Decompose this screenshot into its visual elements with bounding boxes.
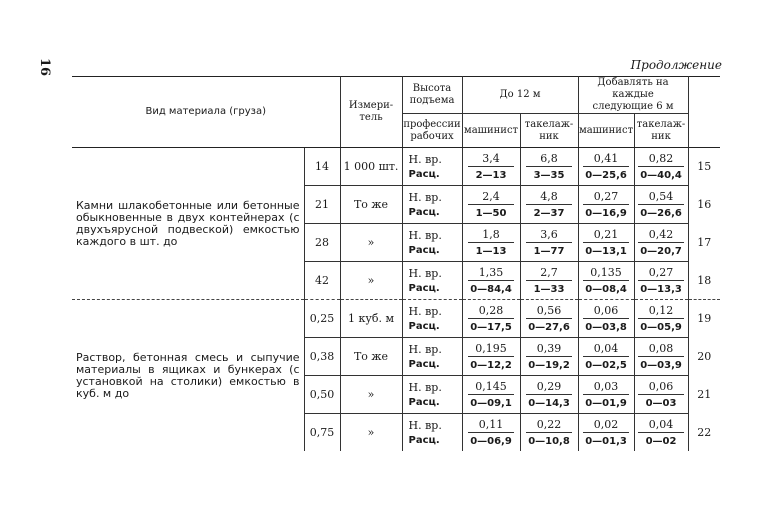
value-cell-r6 (634, 148, 688, 186)
norm-value: 0,08 (638, 341, 684, 357)
norm-value: 0,42 (638, 227, 684, 243)
norm-value: 0,39 (526, 341, 572, 357)
value-cell-m12 (462, 148, 520, 186)
value-cell-m6 (578, 224, 634, 262)
norm-label: Н. вр. (408, 380, 442, 394)
rate-value: 2—13 (475, 169, 507, 181)
rate-value: 0—27,6 (528, 321, 570, 333)
unit-cell: 1 куб. м (340, 300, 402, 338)
row-label-cell (402, 338, 462, 376)
rate-value: 0—03,8 (585, 321, 627, 333)
capacity-cell: 0,75 (304, 414, 340, 452)
value-cell-m12 (462, 262, 520, 300)
rate-value: 1—33 (533, 283, 565, 295)
rate-label: Расц. (408, 434, 440, 446)
value-cell-r12 (520, 148, 578, 186)
rate-label: Расц. (408, 358, 440, 370)
norm-label: Н. вр. (408, 190, 442, 204)
rate-value: 0—01,3 (585, 435, 627, 447)
unit-cell: То же (340, 186, 402, 224)
value-cell-r6 (634, 224, 688, 262)
norm-value: 0,22 (526, 417, 572, 433)
rate-value: 0—01,9 (585, 397, 627, 409)
rate-value: 2—37 (533, 207, 565, 219)
value-cell-m6 (578, 186, 634, 224)
rate-value: 0—05,9 (640, 321, 682, 333)
header-material: Вид материала (груза) (72, 77, 340, 148)
norm-value: 0,04 (583, 341, 629, 357)
norm-value: 0,54 (638, 189, 684, 205)
table-row (72, 148, 720, 186)
rate-value: 0—25,6 (585, 169, 627, 181)
row-label-cell (402, 414, 462, 452)
rate-value: 0—16,9 (585, 207, 627, 219)
row-label-cell (402, 300, 462, 338)
value-cell-r6 (634, 262, 688, 300)
rate-value: 0—84,4 (470, 283, 512, 295)
value-cell-m6 (578, 376, 634, 414)
norm-value: 0,56 (526, 303, 572, 319)
rate-value: 0—13,3 (640, 283, 682, 295)
norm-value: 0,195 (468, 341, 514, 357)
capacity-cell: 28 (304, 224, 340, 262)
norm-value: 0,27 (638, 265, 684, 281)
rate-value: 0—06,9 (470, 435, 512, 447)
unit-cell: » (340, 414, 402, 452)
rate-value: 0—09,1 (470, 397, 512, 409)
row-number: 19 (688, 300, 720, 338)
rate-value: 0—40,4 (640, 169, 682, 181)
value-cell-r12 (520, 414, 578, 452)
norm-value: 0,28 (468, 303, 514, 319)
norm-value: 1,35 (468, 265, 514, 281)
rate-value: 0—03,9 (640, 359, 682, 371)
rate-value: 0—19,2 (528, 359, 570, 371)
header-rigger-6: такелаж- ник (634, 114, 688, 148)
norm-value: 0,27 (583, 189, 629, 205)
row-number: 17 (688, 224, 720, 262)
norm-value: 1,8 (468, 227, 514, 243)
continued-label: Продолжение (630, 58, 722, 72)
value-cell-r12 (520, 300, 578, 338)
row-number: 18 (688, 262, 720, 300)
norm-value: 3,4 (468, 151, 514, 167)
rate-value: 0—10,8 (528, 435, 570, 447)
norm-value: 0,02 (583, 417, 629, 433)
norm-value: 2,7 (526, 265, 572, 281)
norm-label: Н. вр. (408, 418, 442, 432)
value-cell-m12 (462, 338, 520, 376)
header-machinist-6: машинист (578, 114, 634, 148)
value-cell-m12 (462, 224, 520, 262)
value-cell-m12 (462, 186, 520, 224)
header-height: Высота подъема (402, 77, 462, 114)
row-number: 21 (688, 376, 720, 414)
norms-table (72, 76, 720, 451)
value-cell-r12 (520, 262, 578, 300)
rate-label: Расц. (408, 396, 440, 408)
row-label-cell (402, 224, 462, 262)
norm-value: 0,06 (638, 379, 684, 395)
norm-label: Н. вр. (408, 342, 442, 356)
unit-cell: » (340, 224, 402, 262)
page-number: 16 (37, 58, 52, 77)
rate-value: 0—26,6 (640, 207, 682, 219)
value-cell-r12 (520, 376, 578, 414)
norm-value: 3,6 (526, 227, 572, 243)
header-professions: профессии рабочих (402, 114, 462, 148)
value-cell-m6 (578, 338, 634, 376)
norm-label: Н. вр. (408, 266, 442, 280)
value-cell-m12 (462, 414, 520, 452)
norm-label: Н. вр. (408, 304, 442, 318)
rate-value: 0—13,1 (585, 245, 627, 257)
value-cell-m12 (462, 376, 520, 414)
value-cell-r12 (520, 186, 578, 224)
row-label-cell (402, 376, 462, 414)
norm-value: 0,41 (583, 151, 629, 167)
rate-value: 1—50 (475, 207, 507, 219)
rate-value: 0—02,5 (585, 359, 627, 371)
norm-label: Н. вр. (408, 152, 442, 166)
header-machinist-12: машинист (462, 114, 520, 148)
value-cell-m6 (578, 148, 634, 186)
rate-value: 0—14,3 (528, 397, 570, 409)
value-cell-r12 (520, 224, 578, 262)
rate-label: Расц. (408, 168, 440, 180)
value-cell-m6 (578, 300, 634, 338)
row-label-cell (402, 186, 462, 224)
norm-value: 0,82 (638, 151, 684, 167)
value-cell-r6 (634, 338, 688, 376)
value-cell-r12 (520, 338, 578, 376)
norm-value: 0,06 (583, 303, 629, 319)
header-add-each-6: Добавлять на каждые следующие 6 м (578, 77, 688, 114)
value-cell-r6 (634, 376, 688, 414)
rate-value: 0—03 (645, 397, 677, 409)
rate-value: 3—35 (533, 169, 565, 181)
rate-value: 0—12,2 (470, 359, 512, 371)
material-description: Раствор, бетонная смесь и сыпучие материалы в ящиках и бункерах (с установкой на столики) емкостью в куб. м до (72, 300, 304, 452)
rate-value: 1—13 (475, 245, 507, 257)
norm-value: 0,12 (638, 303, 684, 319)
norm-value: 0,04 (638, 417, 684, 433)
norm-value: 4,8 (526, 189, 572, 205)
row-number: 15 (688, 148, 720, 186)
header-empty (688, 77, 720, 148)
capacity-cell: 21 (304, 186, 340, 224)
rate-label: Расц. (408, 244, 440, 256)
norm-value: 6,8 (526, 151, 572, 167)
header-unit: Измери- тель (340, 77, 402, 148)
norm-value: 0,03 (583, 379, 629, 395)
unit-cell: » (340, 376, 402, 414)
row-number: 16 (688, 186, 720, 224)
rate-value: 0—20,7 (640, 245, 682, 257)
capacity-cell: 0,38 (304, 338, 340, 376)
value-cell-m12 (462, 300, 520, 338)
norm-value: 0,11 (468, 417, 514, 433)
capacity-cell: 42 (304, 262, 340, 300)
table-row (72, 300, 720, 338)
unit-cell: То же (340, 338, 402, 376)
rate-label: Расц. (408, 320, 440, 332)
rate-label: Расц. (408, 206, 440, 218)
value-cell-r6 (634, 414, 688, 452)
unit-cell: 1 000 шт. (340, 148, 402, 186)
rate-value: 0—17,5 (470, 321, 512, 333)
value-cell-r6 (634, 186, 688, 224)
value-cell-m6 (578, 414, 634, 452)
rate-value: 0—08,4 (585, 283, 627, 295)
rate-value: 1—77 (533, 245, 565, 257)
norm-value: 0,29 (526, 379, 572, 395)
rate-value: 0—02 (645, 435, 677, 447)
row-number: 20 (688, 338, 720, 376)
norm-value: 0,145 (468, 379, 514, 395)
material-description: Камни шлакобетонные или бетонные обыкновенные в двух контейнерах (с двухъярусной подвеской) емкостью каждого в шт. до (76, 198, 300, 248)
rate-label: Расц. (408, 282, 440, 294)
unit-cell: » (340, 262, 402, 300)
norm-label: Н. вр. (408, 228, 442, 242)
header-rigger-12: такелаж- ник (520, 114, 578, 148)
row-label-cell (402, 148, 462, 186)
norm-value: 0,135 (583, 265, 629, 281)
row-label-cell (402, 262, 462, 300)
value-cell-m6 (578, 262, 634, 300)
row-number: 22 (688, 414, 720, 452)
capacity-cell: 14 (304, 148, 340, 186)
header-up-to-12: До 12 м (462, 77, 578, 114)
norm-value: 0,21 (583, 227, 629, 243)
capacity-cell: 0,25 (304, 300, 340, 338)
capacity-cell: 0,50 (304, 376, 340, 414)
norm-value: 2,4 (468, 189, 514, 205)
value-cell-r6 (634, 300, 688, 338)
